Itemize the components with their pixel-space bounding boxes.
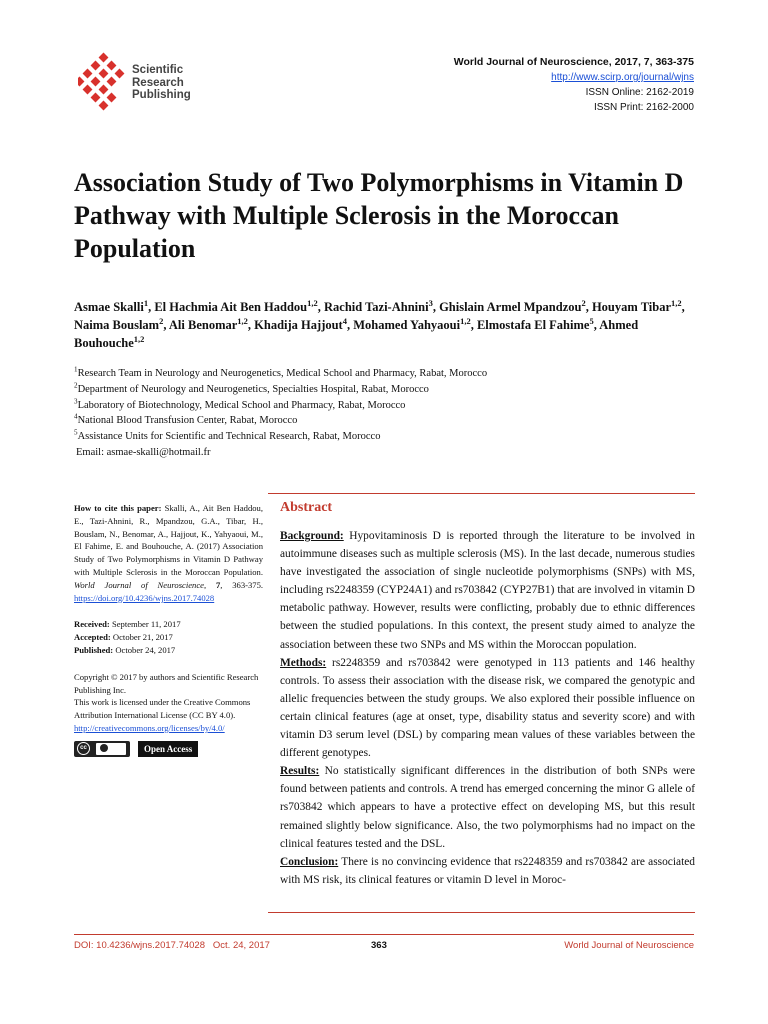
publication-dates: Received: September 11, 2017 Accepted: October 21, 2017 Published: October 24, 2017 — [74, 619, 181, 655]
open-access-badge: Open Access — [138, 741, 198, 757]
publisher-name: Scientific Research Publishing — [132, 64, 191, 101]
author-affiliation-mark: 5 — [589, 315, 594, 326]
diamond-cluster-icon — [78, 52, 132, 114]
author-affiliation-mark: 1,2 — [133, 333, 145, 344]
abstract-heading: Abstract — [280, 500, 333, 515]
page-footer — [74, 940, 694, 954]
corresponding-email[interactable]: Email: asmae-skalli@hotmail.fr — [76, 446, 211, 458]
badges — [74, 741, 263, 757]
abstract-results: Results: No statistically significant differences in the distribution of both SNPs were found between patients and controls. A trend has emerged concerning the minor G allele of rs703842 which appears to have a protective effect on developing MS, but this result remained slightly below significance. Also, the two polymorphisms had no impact on the clinical features tested and the DSL. — [280, 765, 695, 850]
author-affiliation-mark: 2 — [159, 315, 164, 326]
citation-block: How to cite this paper: Skalli, A., Ait Ben Haddou, E., Tazi-Ahnini, R., Mpandzou, G.A., Tibar, H., Bouslam, N., Benomar, A., Hajjout, K., Yahyaoui, M., El Fahime, E. and Bouhouche, A. (2017) Association Study of Two Polymorphisms in Vitamin D Pathway with Multiple Sclerosis in the Moroccan Population. World Journal of Neuroscience, 7, 363-375. https://doi.org/10.4236/wjns.2017.74028 — [74, 503, 264, 603]
author-list: Asmae Skalli$^1$, El Hachmia Ait Ben Haddou$^{1,2}$, Rachid Tazi-Ahnini$^3$, Ghislain Armel Mpandzou$^2$, Houyam Tibar$^{1,2}$, Naima Bouslam$^2$, Ali Benomar$^{1,2}$, Khadija Hajjout$^4$, Mohamed Yahyaoui$^{1,2}$, Elmostafa El Fahime$^5$, Ahmed Bouhouche$^{1,2}$ — [74, 297, 685, 350]
author-affiliation-mark: 1,2 — [460, 315, 471, 326]
issn-online: ISSN Online: 2162-2019 — [585, 87, 694, 98]
cc-icon: cc — [77, 742, 90, 755]
affiliations — [74, 366, 694, 461]
abstract-body — [280, 527, 695, 889]
journal-info — [454, 55, 694, 115]
author-affiliation-mark: 1,2 — [237, 315, 248, 326]
sidebar-info — [74, 502, 263, 757]
publisher-logo — [78, 52, 208, 114]
abstract-top-rule — [268, 493, 695, 494]
journal-url-link[interactable]: http://www.scirp.org/journal/wjns — [551, 72, 694, 83]
abstract-conclusion: Conclusion: There is no convincing evidence that rs2248359 and rs703842 are associated with MS risk, its clinical features or vitamin D level in Moroc- — [280, 855, 695, 886]
by-icon — [96, 743, 126, 755]
author-name: Ali Benomar — [168, 318, 238, 332]
journal-citation: World Journal of Neuroscience, 2017, 7, 363-375 — [453, 56, 694, 68]
author-affiliation-mark: 3 — [428, 297, 433, 308]
cc-by-badge[interactable] — [74, 741, 130, 757]
issn-print: ISSN Print: 2162-2000 — [593, 102, 694, 113]
affiliation-item: $^1$Research Team in Neurology and Neurogenetics, Medical School and Pharmacy, Rabat, Morocco — [74, 365, 488, 379]
affiliation-item: $^5$Assistance Units for Scientific and Technical Research, Rabat, Morocco — [74, 428, 381, 443]
author-affiliation-mark: 1 — [143, 297, 149, 308]
author-name: Houyam Tibar — [591, 300, 672, 314]
abstract-methods: Methods: rs2248359 and rs703842 were genotyped in 113 patients and 146 healthy controls. To assess their association with the disease risk, we compared the genotypic and allelic frequencies between the study groups. We also explored their possible influence on certain clinical features (age at onset, type, disability status and severity score) and with vitamin D3 serum level (DSL) by comparing mean values of these variables between the different genotypes. — [280, 656, 695, 760]
author-name: Naima Bouslam — [74, 318, 160, 332]
author-name: Rachid Tazi-Ahnini — [324, 300, 429, 314]
paper-title: Association Study of Two Polymorphisms in Vitamin D Pathway with Multiple Sclerosis in the Moroccan Population — [74, 168, 684, 263]
license-link[interactable]: http://creativecommons.org/licenses/by/4.0/ — [74, 722, 225, 733]
doi-link[interactable]: https://doi.org/10.4236/wjns.2017.74028 — [74, 592, 215, 603]
affiliation-item: $^4$National Blood Transfusion Center, Rabat, Morocco — [74, 412, 298, 427]
affiliation-item: $^3$Laboratory of Biotechnology, Medical School and Pharmacy, Rabat, Morocco — [74, 397, 406, 411]
footer-doi: DOI: 10.4236/wjns.2017.74028 Oct. 24, 2017 — [74, 940, 270, 951]
page-number: 363 — [371, 940, 387, 951]
author-affiliation-mark: 4 — [342, 315, 347, 326]
footer-rule — [74, 934, 694, 935]
author-affiliation-mark: 1,2 — [671, 297, 682, 308]
abstract-background: Background: Hypovitaminosis D is reported through the literature to be involved in autoimmune diseases such as multiple sclerosis (MS). In the last decade, numerous studies have investigated the association of single nucleotide polymorphisms (SNPs) with MS, including rs2248359 (CYP24A1) and rs703842 (CYP27B1) that are involved in vitamin D metabolic pathway. However, results were conflicting, probably due to ethnic differences between the studied populations. In this context, the present study aimed to analyze the association between these two SNPs and MS within the Moroccan population. — [280, 530, 695, 651]
author-name: Ahmed Bouhouche — [74, 318, 639, 350]
abstract-bottom-rule — [268, 912, 695, 913]
author-name: Asmae Skalli — [74, 300, 144, 314]
affiliation-item: $^2$Department of Neurology and Neurogenetics, Specialties Hospital, Rabat, Morocco — [74, 381, 429, 395]
author-name: Mohamed Yahyaoui — [353, 318, 461, 332]
author-name: Khadija Hajjout — [254, 318, 343, 332]
author-affiliation-mark: 1,2 — [307, 297, 318, 308]
license-block: Copyright © 2017 by authors and Scientific Research Publishing Inc. This work is licensed under the Creative Commons Attribution International License (CC BY 4.0). http://creativecommons.org/licenses/by/4.0/ — [74, 671, 259, 733]
author-affiliation-mark: 2 — [581, 297, 586, 308]
footer-journal: World Journal of Neuroscience — [564, 940, 694, 951]
author-name: El Hachmia Ait Ben Haddou — [154, 300, 308, 314]
author-name: Elmostafa El Fahime — [476, 318, 590, 332]
author-name: Ghislain Armel Mpandzou — [439, 300, 582, 314]
